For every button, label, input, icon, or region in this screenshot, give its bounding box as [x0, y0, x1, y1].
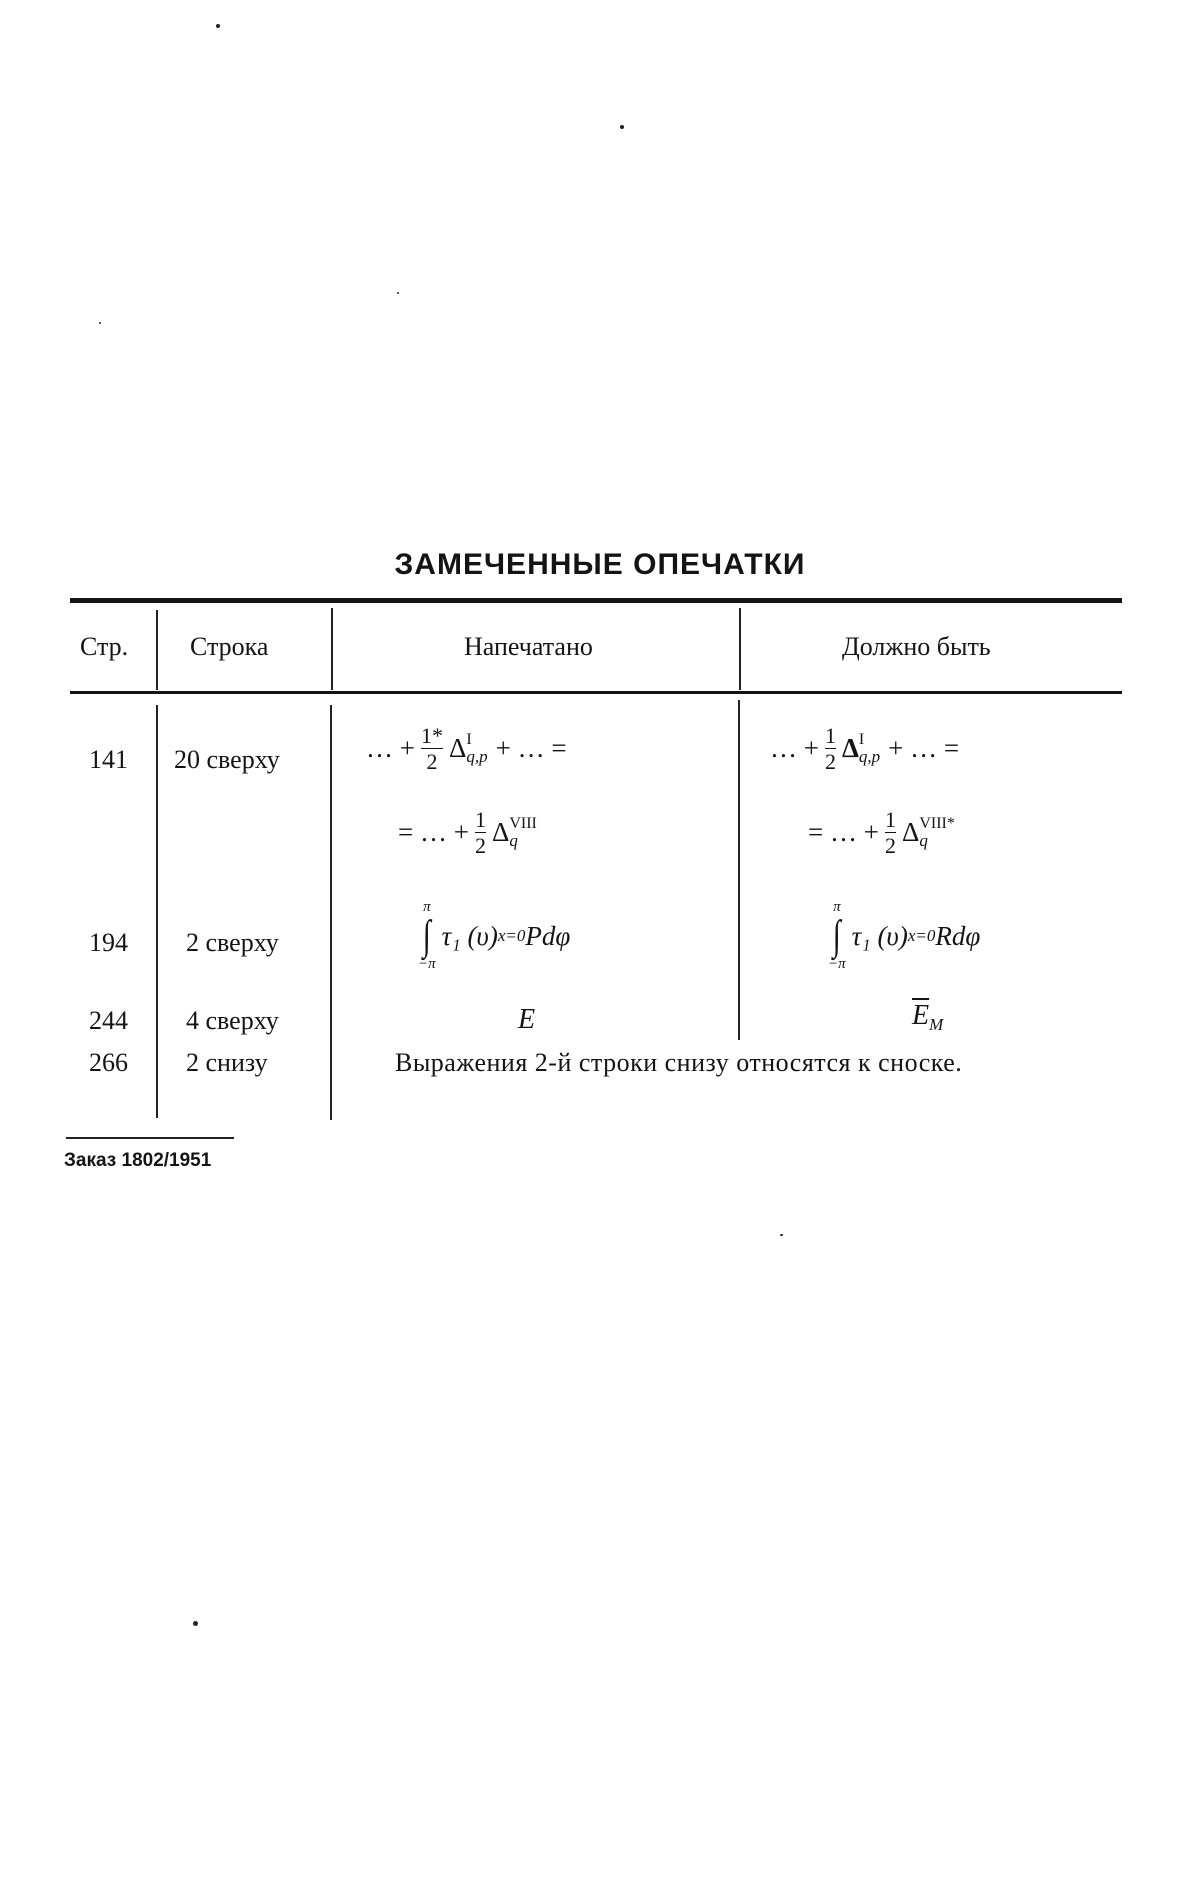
integrand: τ₁ (υ) [441, 920, 498, 951]
correct-symbol-subscript: M [929, 1015, 944, 1034]
header-line: Строка [190, 632, 269, 661]
table-top-rule [70, 598, 1122, 603]
delta-symbol: Δ [448, 733, 467, 764]
superscript: VIII [509, 815, 537, 833]
row-page: 244 [89, 1006, 128, 1035]
fraction [825, 724, 836, 773]
printed-formula-line2 [398, 808, 537, 857]
formula-tail: Rdφ [935, 920, 981, 951]
fraction-numerator: 1 [824, 723, 836, 748]
footer-rule [66, 1137, 234, 1139]
printed-formula-line1 [366, 724, 567, 773]
formula-lead: … + [770, 733, 819, 764]
fraction-denominator: 2 [884, 833, 896, 859]
subscript: q,p [858, 747, 881, 767]
row-line: 20 сверху [174, 745, 280, 774]
row-line: 4 сверху [186, 1006, 279, 1035]
formula-tail: + … = [888, 733, 960, 764]
row-page: 266 [89, 1048, 128, 1077]
correct-symbol [912, 1000, 943, 1035]
formula-lead: = … + [398, 817, 469, 848]
column-divider [330, 705, 332, 1120]
column-divider [156, 705, 158, 1118]
column-divider [331, 608, 333, 690]
row-page: 194 [89, 928, 128, 957]
printed-integral [418, 900, 570, 972]
scan-speck [397, 292, 399, 294]
correct-formula-line1 [770, 724, 959, 773]
column-divider [739, 608, 741, 690]
fraction-denominator: 2 [824, 749, 836, 775]
order-number: Заказ 1802/1951 [64, 1150, 212, 1171]
superscript: I [858, 731, 865, 749]
integral-lower-limit: −π [418, 956, 436, 972]
row-line: 2 снизу [186, 1048, 268, 1077]
column-divider [738, 700, 740, 1040]
scan-speck [216, 24, 220, 28]
row-note: Выражения 2-й строки снизу относятся к сноске. [395, 1048, 963, 1077]
header-printed: Напечатано [464, 632, 593, 661]
formula-tail: Pdφ [525, 920, 571, 951]
scan-speck [620, 125, 624, 129]
delta-symbol: Δ [841, 733, 859, 764]
integrand: τ₁ (υ) [851, 920, 908, 951]
correct-symbol-base: $\overline{E}$ [912, 1000, 930, 1031]
subscript: q,p [466, 747, 488, 767]
formula-tail: + … = [495, 733, 567, 764]
integral-upper-limit: π [423, 899, 431, 915]
subscript: q [509, 831, 518, 851]
fraction-denominator: 2 [426, 749, 438, 775]
integral-upper-limit: π [833, 899, 841, 915]
subscript: q [919, 831, 928, 851]
formula-lead: … + [366, 733, 415, 764]
scan-speck [193, 1621, 198, 1626]
fraction-numerator: 1* [420, 723, 443, 748]
header-page: Стр. [80, 632, 129, 661]
header-bottom-rule [70, 691, 1122, 694]
scan-speck [99, 322, 101, 324]
correct-integral [828, 900, 980, 972]
integral-lower-limit: −π [828, 956, 846, 972]
delta-symbol: Δ [901, 817, 920, 848]
fraction [421, 724, 443, 773]
row-page: 141 [89, 745, 128, 774]
delta-symbol: Δ [491, 817, 510, 848]
subscript: x=0 [907, 926, 936, 945]
row-line: 2 сверху [186, 928, 279, 957]
page-title: ЗАМЕЧЕННЫЕ ОПЕЧАТКИ [394, 548, 806, 581]
superscript: I [466, 731, 472, 749]
correct-formula-line2 [808, 808, 955, 857]
fraction [475, 808, 486, 857]
superscript: VIII* [919, 815, 955, 833]
integral-sign: π ∫ −π [828, 899, 846, 972]
fraction-denominator: 2 [474, 833, 486, 859]
scan-speck [780, 1234, 783, 1236]
integral-sign: π ∫ −π [418, 899, 436, 972]
printed-symbol: E [518, 1004, 536, 1035]
column-divider [156, 610, 158, 690]
fraction-numerator: 1 [474, 807, 486, 832]
subscript: x=0 [497, 926, 526, 945]
header-should-be: Должно быть [842, 632, 991, 661]
fraction [885, 808, 896, 857]
fraction-numerator: 1 [884, 807, 896, 832]
formula-lead: = … + [808, 817, 879, 848]
